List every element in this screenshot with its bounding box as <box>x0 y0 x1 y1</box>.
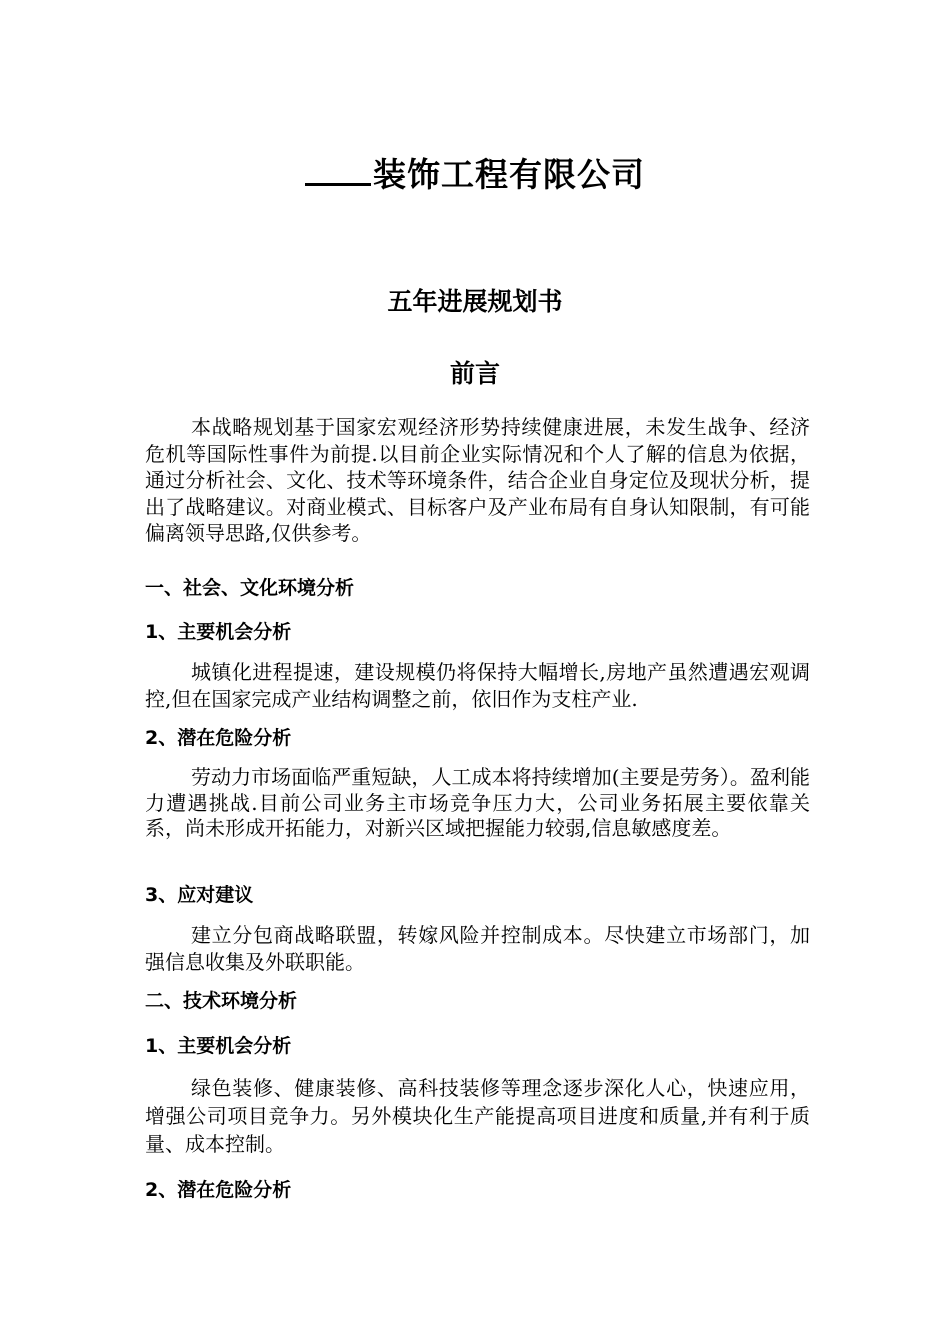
section-1-sub1-paragraph: 城镇化进程提速，建设规模仍将保持大幅增长,房地产虽然遭遇宏观调控,但在国家完成产业结构调整之前，依旧作为支柱产业. <box>145 660 810 711</box>
section-1-sub3-text-block <box>145 922 810 975</box>
section-2-sub2-heading: 2、潜在危险分析 <box>145 1179 292 1201</box>
preface-block <box>145 414 810 547</box>
section-1-sub2-heading: 2、潜在危险分析 <box>145 727 292 749</box>
section-1-heading: 一、社会、文化环境分析 <box>145 577 355 599</box>
section-2-sub1-heading-block <box>145 1032 810 1060</box>
section-1-sub1-heading: 1、主要机会分析 <box>145 621 292 643</box>
document-title: 五年进展规划书 <box>387 287 563 316</box>
section-2-heading-block <box>145 987 810 1015</box>
section-1-sub3-heading-block <box>145 881 810 909</box>
preface-title: 前言 <box>449 359 500 388</box>
section-1-sub2-heading-block <box>145 724 810 752</box>
section-1-sub2-paragraph: 劳动力市场面临严重短缺，人工成本将持续增加(主要是劳务）。盈利能力遭遇挑战.目前公司业务主市场竞争压力大，公司业务拓展主要依靠关系，尚未形成开拓能力，对新兴区域把握能力较弱,信息敏感度差。 <box>145 765 810 840</box>
preface-paragraph: 本战略规划基于国家宏观经济形势持续健康进展，未发生战争、经济危机等国际性事件为前提.以目前企业实际情况和个人了解的信息为依据，通过分析社会、文化、技术等环境条件，结合企业自身定位及现状分析，提出了战略建议。对商业模式、目标客户及产业布局有自身认知限制，有可能偏离领导思路,仅供参考。 <box>145 415 810 546</box>
section-1-sub1-text-block <box>145 659 810 712</box>
company-title-text: 装饰工程有限公司 <box>373 155 645 194</box>
section-2-sub2-heading-block <box>145 1176 810 1204</box>
section-1-sub1-heading-block <box>145 618 810 646</box>
section-1-sub3-heading: 3、应对建议 <box>145 884 254 906</box>
company-name-blank <box>305 153 371 186</box>
section-2-sub1-heading: 1、主要机会分析 <box>145 1035 292 1057</box>
section-1-sub2-text-block <box>145 765 810 842</box>
section-2-heading: 二、技术环境分析 <box>145 990 298 1012</box>
section-2-sub1-paragraph: 绿色装修、健康装修、高科技装修等理念逐步深化人心，快速应用，增强公司项目竞争力。另外模块化生产能提高项目进度和质量,并有利于质量、成本控制。 <box>145 1076 810 1156</box>
section-1-sub3-paragraph: 建立分包商战略联盟，转嫁风险并控制成本。尽快建立市场部门，加强信息收集及外联职能。 <box>145 923 810 974</box>
company-title <box>0 150 950 200</box>
section-1-heading-block <box>145 574 810 602</box>
section-2-sub1-text-block <box>145 1074 810 1158</box>
